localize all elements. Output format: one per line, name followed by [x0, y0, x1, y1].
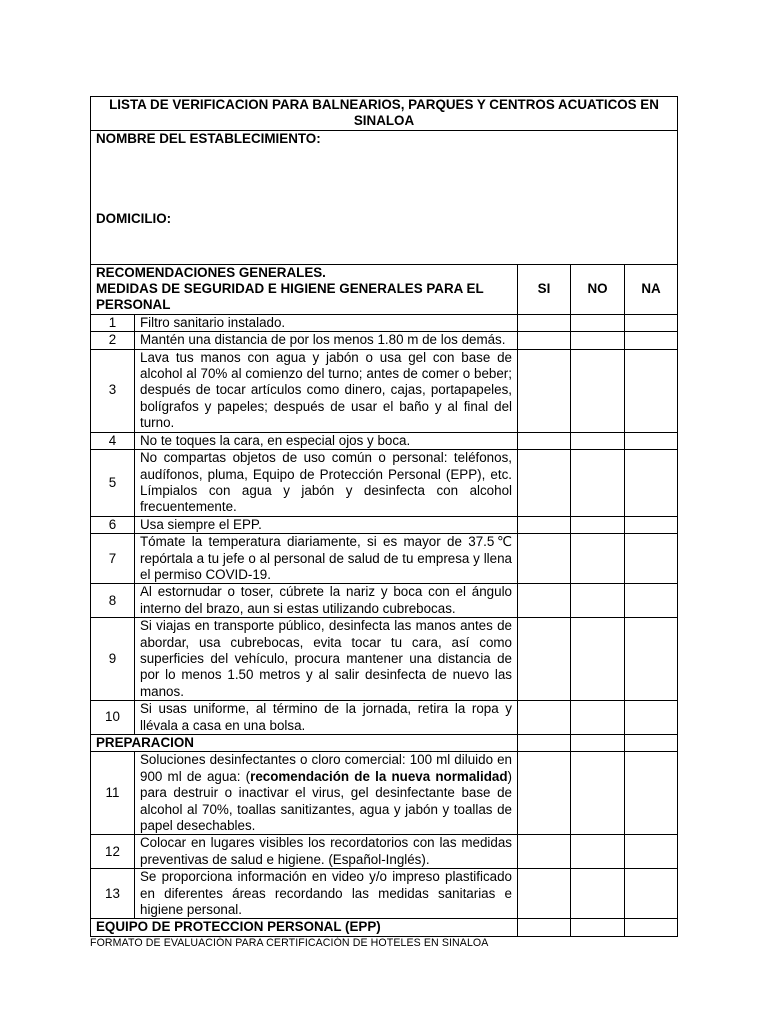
checkbox-si[interactable]: [518, 618, 571, 701]
checkbox-na[interactable]: [625, 701, 678, 735]
table-row: [91, 584, 678, 618]
checkbox-si[interactable]: [518, 869, 571, 919]
item-number: 4: [91, 432, 135, 449]
column-si: SI: [518, 264, 571, 314]
item-number: 13: [91, 869, 135, 919]
checkbox-si[interactable]: [518, 701, 571, 735]
checkbox-no[interactable]: [571, 584, 625, 618]
table-row: [91, 349, 678, 432]
address-value[interactable]: [96, 228, 672, 264]
checkbox-no[interactable]: [571, 314, 625, 331]
item-number: 12: [91, 835, 135, 869]
checkbox-no[interactable]: [571, 701, 625, 735]
item-text: Mantén una distancia de por los menos 1.80 m de los demás.: [135, 332, 518, 349]
item-number: 10: [91, 701, 135, 735]
preparation-heading: PREPARACION: [91, 735, 518, 752]
item-text: No compartas objetos de uso común o personal: teléfonos, audífonos, pluma, Equipo de Protección Personal (EPP), etc. Límpialos con agua y jabón y desinfecta con alcohol frecuentemente.: [135, 450, 518, 517]
table-row: [91, 450, 678, 517]
item-text: No te toques la cara, en especial ojos y boca.: [135, 432, 518, 449]
title-row: [91, 97, 678, 131]
document-title: LISTA DE VERIFICACION PARA BALNEARIOS, PARQUES Y CENTROS ACUATICOS EN SINALOA: [91, 97, 678, 131]
checkbox-si[interactable]: [518, 752, 571, 835]
checkbox-na[interactable]: [625, 869, 678, 919]
checkbox-si[interactable]: [518, 919, 571, 936]
item-number: 5: [91, 450, 135, 517]
table-row: [91, 869, 678, 919]
item-number: 11: [91, 752, 135, 835]
table-row: [91, 314, 678, 331]
checkbox-si[interactable]: [518, 332, 571, 349]
item-text: Tómate la temperatura diariamente, si es mayor de 37.5℃ repórtala a tu jefe o al personal de salud de tu empresa y llena el permiso COVID-19.: [135, 534, 518, 584]
checkbox-no[interactable]: [571, 735, 625, 752]
checkbox-no[interactable]: [571, 349, 625, 432]
column-no: NO: [571, 264, 625, 314]
checkbox-na[interactable]: [625, 919, 678, 936]
address-label: DOMICILIO:: [96, 211, 172, 227]
item-number: 7: [91, 534, 135, 584]
checkbox-no[interactable]: [571, 534, 625, 584]
checkbox-si[interactable]: [518, 735, 571, 752]
table-row: [91, 432, 678, 449]
checkbox-na[interactable]: [625, 835, 678, 869]
item-text: Al estornudar o toser, cúbrete la nariz y boca con el ángulo interno del brazo, aun si estas utilizando cubrebocas.: [135, 584, 518, 618]
checklist-table: [90, 96, 678, 937]
checkbox-si[interactable]: [518, 314, 571, 331]
checkbox-no[interactable]: [571, 516, 625, 533]
column-na: NA: [625, 264, 678, 314]
hygiene-measures-heading: MEDIDAS DE SEGURIDAD E HIGIENE GENERALES PARA EL PERSONAL: [96, 281, 484, 313]
epp-heading: EQUIPO DE PROTECCION PERSONAL (EPP): [91, 919, 518, 936]
page-footer: FORMATO DE EVALUACIÓN PARA CERTIFICACIÓN DE HOTELES EN SINALOA: [90, 937, 489, 949]
item-text: Soluciones desinfectantes o cloro comercial: 100 ml diluido en 900 ml de agua: (recomendación de la nueva normalidad) para destruir o inactivar el virus, gel desinfectante base de alcohol al 70%, toallas sanitizantes, agua y jabón y toallas de papel desechables.: [135, 752, 518, 835]
epp-section-header: [91, 919, 678, 936]
checkbox-si[interactable]: [518, 534, 571, 584]
checkbox-na[interactable]: [625, 534, 678, 584]
item-number: 1: [91, 314, 135, 331]
checkbox-no[interactable]: [571, 450, 625, 517]
checkbox-no[interactable]: [571, 618, 625, 701]
table-row: [91, 835, 678, 869]
item-text: Se proporciona información en video y/o impreso plastificado en diferentes áreas recordando las medidas sanitarias e higiene personal.: [135, 869, 518, 919]
checkbox-no[interactable]: [571, 919, 625, 936]
item-text: Si viajas en transporte público, desinfecta las manos antes de abordar, usa cubrebocas, evita tocar tu cara, así como superficies del vehículo, procura mantener una distancia de por lo menos 1.50 metros y al salir desinfecta de nuevo las manos.: [135, 618, 518, 701]
checkbox-na[interactable]: [625, 432, 678, 449]
checkbox-na[interactable]: [625, 332, 678, 349]
checkbox-si[interactable]: [518, 835, 571, 869]
item-text: Colocar en lugares visibles los recordatorios con las medidas preventivas de salud e higiene. (Español-Inglés).: [135, 835, 518, 869]
general-section-header: [91, 264, 678, 314]
item-text: Usa siempre el EPP.: [135, 516, 518, 533]
checkbox-na[interactable]: [625, 349, 678, 432]
item-number: 9: [91, 618, 135, 701]
item-number: 6: [91, 516, 135, 533]
checkbox-na[interactable]: [625, 618, 678, 701]
item-number: 8: [91, 584, 135, 618]
checkbox-na[interactable]: [625, 735, 678, 752]
checkbox-na[interactable]: [625, 584, 678, 618]
checkbox-si[interactable]: [518, 516, 571, 533]
checkbox-si[interactable]: [518, 432, 571, 449]
checkbox-no[interactable]: [571, 332, 625, 349]
table-row: [91, 752, 678, 835]
table-row: [91, 534, 678, 584]
checkbox-no[interactable]: [571, 752, 625, 835]
table-row: [91, 516, 678, 533]
establishment-value[interactable]: [96, 147, 672, 211]
checkbox-no[interactable]: [571, 835, 625, 869]
checkbox-si[interactable]: [518, 450, 571, 517]
checkbox-na[interactable]: [625, 450, 678, 517]
general-recommendations-heading: RECOMENDACIONES GENERALES.: [96, 264, 326, 280]
checkbox-na[interactable]: [625, 314, 678, 331]
item-text: Lava tus manos con agua y jabón o usa gel con base de alcohol al 70% al comienzo del turno; antes de comer o beber; después de tocar artículos como dinero, cajas, portapapeles, bolígrafos y papeles; después de usar el baño y al final del turno.: [135, 349, 518, 432]
checkbox-si[interactable]: [518, 349, 571, 432]
item-text: Filtro sanitario instalado.: [135, 314, 518, 331]
establishment-label: NOMBRE DEL ESTABLECIMIENTO:: [96, 130, 321, 146]
item-text: Si usas uniforme, al término de la jornada, retira la ropa y llévala a casa en una bolsa.: [135, 701, 518, 735]
checkbox-no[interactable]: [571, 432, 625, 449]
checkbox-na[interactable]: [625, 516, 678, 533]
item-number: 2: [91, 332, 135, 349]
establishment-row: [91, 130, 678, 264]
table-row: [91, 332, 678, 349]
checkbox-si[interactable]: [518, 584, 571, 618]
new-normality-emphasis: recomendación de la nueva normalidad: [250, 768, 508, 784]
preparation-section-header: [91, 735, 678, 752]
checkbox-no[interactable]: [571, 869, 625, 919]
item-number: 3: [91, 349, 135, 432]
checkbox-na[interactable]: [625, 752, 678, 835]
table-row: [91, 618, 678, 701]
table-row: [91, 701, 678, 735]
